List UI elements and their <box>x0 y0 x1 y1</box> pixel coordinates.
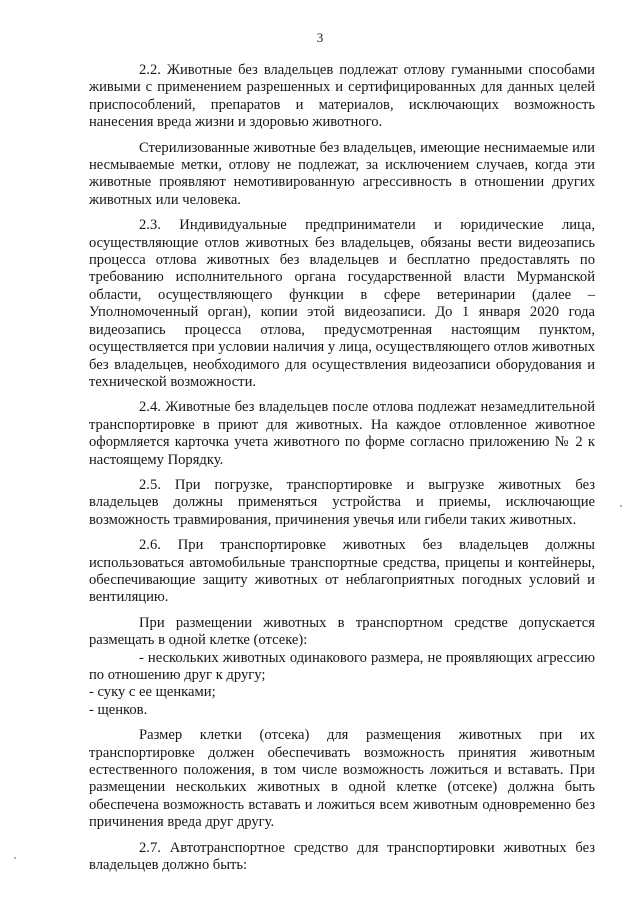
scan-speck <box>14 857 16 859</box>
document-body <box>89 62 595 874</box>
paragraph-2-4: 2.4. Животные без владельцев после отлова подлежат незамедлительной транспортировке в приют для животных. На каждое отловленное животное оформляется карточка учета животного по форме согласно приложению № 2 к настоящему Порядку. <box>89 399 595 468</box>
paragraph-2-2: 2.2. Животные без владельцев подлежат отлову гуманными способами живыми с применением разрешенных и сертифицированных для данных целей приспособлений, препаратов и материалов, исключающих возможность нанесения вреда жизни и здоровью животного. <box>89 62 595 131</box>
paragraph-2-6: 2.6. При транспортировке животных без владельцев должны использоваться автомобильные транспортные средства, прицепы и контейнеры, обеспечивающие защиту животных от неблагоприятных погодных условий и вентиляцию. <box>89 537 595 606</box>
list-item-bitch-with-puppies: - суку с ее щенками; <box>89 684 216 701</box>
paragraph-2-3: 2.3. Индивидуальные предприниматели и юридические лица, осуществляющие отлов животных без владельцев, обязаны вести видеозапись процесса отлова животных без владельцев и бесплатно предоставлять по требованию исполнительного органа государственной власти Мурманской области, осуществляющего функции в сфере ветеринарии (далее – Уполномоченный орган), копии этой видеозаписи. До 1 января 2020 года видеозапись процесса отлова, предусмотренная настоящим пунктом, осуществляется при условии наличия у лица, осуществляющего отлов животных без владельцев, необходимого для осуществления видеозаписи оборудования и технической возможности. <box>89 217 595 390</box>
paragraph-2-5: 2.5. При погрузке, транспортировке и выгрузке животных без владельцев должны применяться устройства и приемы, исключающие возможность травмирования, причинения увечья или гибели таких животных. <box>89 476 595 528</box>
paragraph-2-7: 2.7. Автотранспортное средство для транспортировки животных без владельцев должно быть: <box>89 839 595 874</box>
paragraph-cage-size: Размер клетки (отсека) для размещения животных при их транспортировке должен обеспечивать возможность принятия животным естественного положения, в том числе возможность ложиться и вставать. При размещении нескольких животных в одной клетке (отсеке) должна быть обеспечена возможность вставать и ложиться всем животным одновременно без причинения вреда друг другу. <box>89 727 595 831</box>
scan-speck <box>620 505 622 507</box>
paragraph-cage-placement: При размещении животных в транспортном средстве допускается размещать в одной клетке (отсеке): <box>89 614 595 649</box>
list-item-same-size-animals: - нескольких животных одинакового размера, не проявляющих агрессию по отношению друг к другу; <box>89 649 595 683</box>
list-item-puppies: - щенков. <box>89 701 148 718</box>
page-number: 3 <box>316 30 324 45</box>
paragraph-sterilized-animals: Стерилизованные животные без владельцев, имеющие неснимаемые или несмываемые метки, отлову не подлежат, за исключением случаев, когда эти животные проявляют немотивированную агрессивность в отношении других животных или человека. <box>89 139 595 208</box>
